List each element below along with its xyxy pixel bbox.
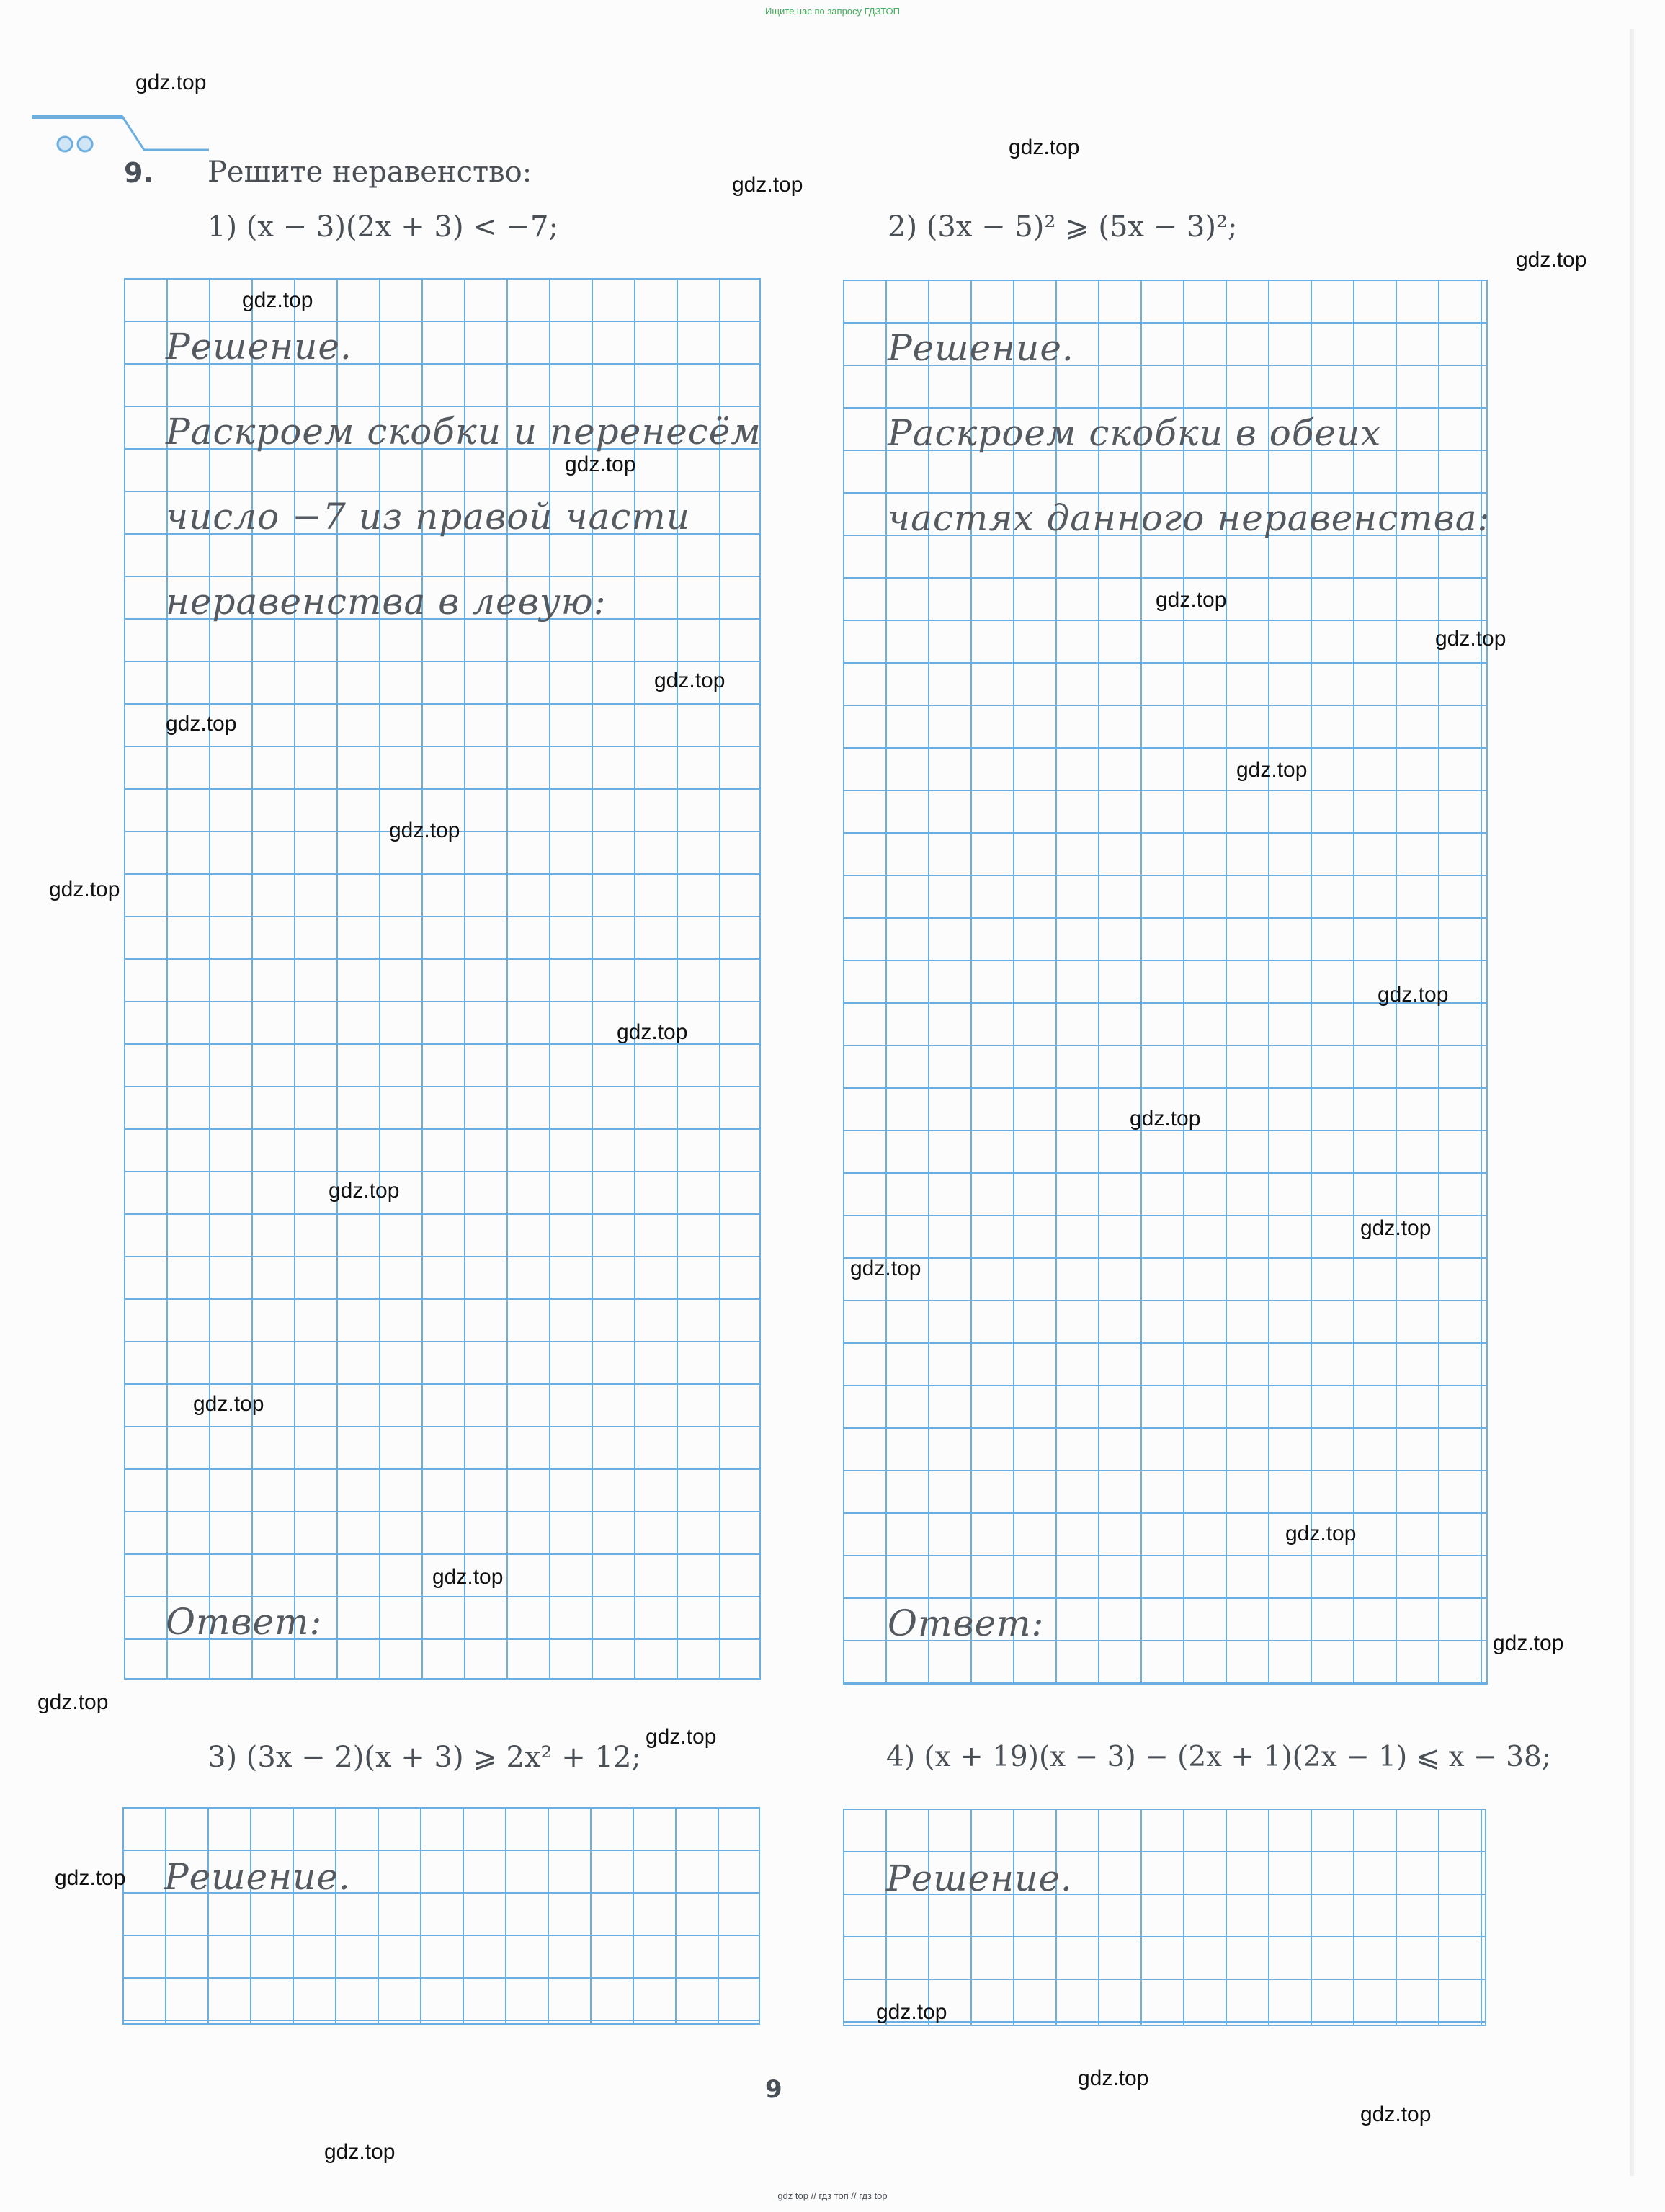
solution-1-heading: Решение. bbox=[166, 326, 352, 367]
watermark: gdz.top bbox=[1360, 2102, 1432, 2126]
problem-1-label: 1) bbox=[207, 210, 238, 244]
watermark: gdz.top bbox=[166, 712, 237, 736]
watermark: gdz.top bbox=[617, 1020, 688, 1044]
problem-1-expression: (x − 3)(2x + 3) < −7; bbox=[246, 210, 558, 244]
footer-note: gdz top // гдз топ // гдз top bbox=[777, 2190, 888, 2201]
answer-grid-1[interactable] bbox=[124, 278, 761, 1680]
watermark: gdz.top bbox=[646, 1725, 717, 1749]
problem-3-expression: (3x − 2)(x + 3) ⩾ 2x² + 12; bbox=[246, 1741, 641, 1774]
watermark: gdz.top bbox=[1378, 983, 1449, 1007]
page-edge-shadow bbox=[1630, 29, 1634, 2176]
problem-4-expression: (x + 19)(x − 3) − (2x + 1)(2x − 1) ⩽ x − 38; bbox=[924, 1741, 1551, 1773]
watermark: gdz.top bbox=[1009, 135, 1080, 159]
solution-2-answer: Ответ: bbox=[888, 1602, 1045, 1644]
solution-2-heading: Решение. bbox=[888, 327, 1074, 369]
page-number: 9 bbox=[765, 2075, 782, 2104]
watermark: gdz.top bbox=[389, 819, 460, 842]
problem-4 bbox=[886, 1741, 1551, 1773]
solution-2-line-1: Раскроем скобки в обеих bbox=[888, 412, 1382, 454]
problem-2 bbox=[888, 210, 1238, 244]
search-banner: Ищите нас по запросу ГДЗТОП bbox=[764, 6, 900, 17]
problem-2-expression: (3x − 5)² ⩾ (5x − 3)²; bbox=[926, 210, 1238, 244]
watermark: gdz.top bbox=[242, 288, 313, 312]
watermark: gdz.top bbox=[850, 1257, 921, 1280]
task-title: Решите неравенство: bbox=[207, 156, 532, 189]
watermark: gdz.top bbox=[329, 1179, 400, 1203]
watermark: gdz.top bbox=[654, 669, 726, 692]
solution-2-line-2: частях данного неравенства: bbox=[888, 497, 1491, 539]
watermark: gdz.top bbox=[55, 1866, 126, 1890]
task-number: 9. bbox=[124, 157, 153, 189]
solution-1-line-2: число −7 из правой части bbox=[166, 496, 690, 538]
solution-1-line-3: неравенства в левую: bbox=[166, 581, 607, 623]
watermark: gdz.top bbox=[1285, 1522, 1357, 1546]
answer-grid-4[interactable] bbox=[843, 1809, 1486, 2026]
watermark: gdz.top bbox=[49, 878, 120, 901]
watermark: gdz.top bbox=[37, 1690, 109, 1714]
watermark: gdz.top bbox=[1360, 1216, 1432, 1240]
solution-4-heading: Решение. bbox=[886, 1858, 1073, 1899]
answer-grid-2[interactable] bbox=[843, 280, 1491, 1685]
solution-1-answer: Ответ: bbox=[166, 1601, 323, 1643]
watermark: gdz.top bbox=[1156, 588, 1227, 612]
watermark: gdz.top bbox=[432, 1565, 504, 1589]
solution-3-heading: Решение. bbox=[164, 1856, 351, 1898]
solution-1-line-1: Раскроем скобки и перенесём bbox=[166, 411, 762, 452]
watermark: gdz.top bbox=[1130, 1107, 1201, 1130]
watermark: gdz.top bbox=[732, 173, 803, 197]
watermark: gdz.top bbox=[565, 452, 636, 476]
problem-3 bbox=[207, 1741, 641, 1774]
section-marker-icon bbox=[29, 115, 216, 159]
watermark: gdz.top bbox=[1435, 627, 1506, 651]
problem-3-label: 3) bbox=[207, 1741, 238, 1774]
problem-4-label: 4) bbox=[886, 1741, 916, 1773]
watermark: gdz.top bbox=[1516, 248, 1587, 272]
watermark: gdz.top bbox=[876, 2000, 947, 2024]
watermark: gdz.top bbox=[193, 1392, 264, 1416]
watermark: gdz.top bbox=[1493, 1631, 1564, 1655]
answer-grid-3[interactable] bbox=[122, 1807, 760, 2025]
watermark: gdz.top bbox=[135, 71, 207, 94]
watermark: gdz.top bbox=[1078, 2066, 1149, 2090]
watermark: gdz.top bbox=[324, 2140, 396, 2164]
watermark: gdz.top bbox=[1236, 758, 1308, 782]
problem-1 bbox=[207, 210, 558, 244]
problem-2-label: 2) bbox=[888, 210, 918, 244]
